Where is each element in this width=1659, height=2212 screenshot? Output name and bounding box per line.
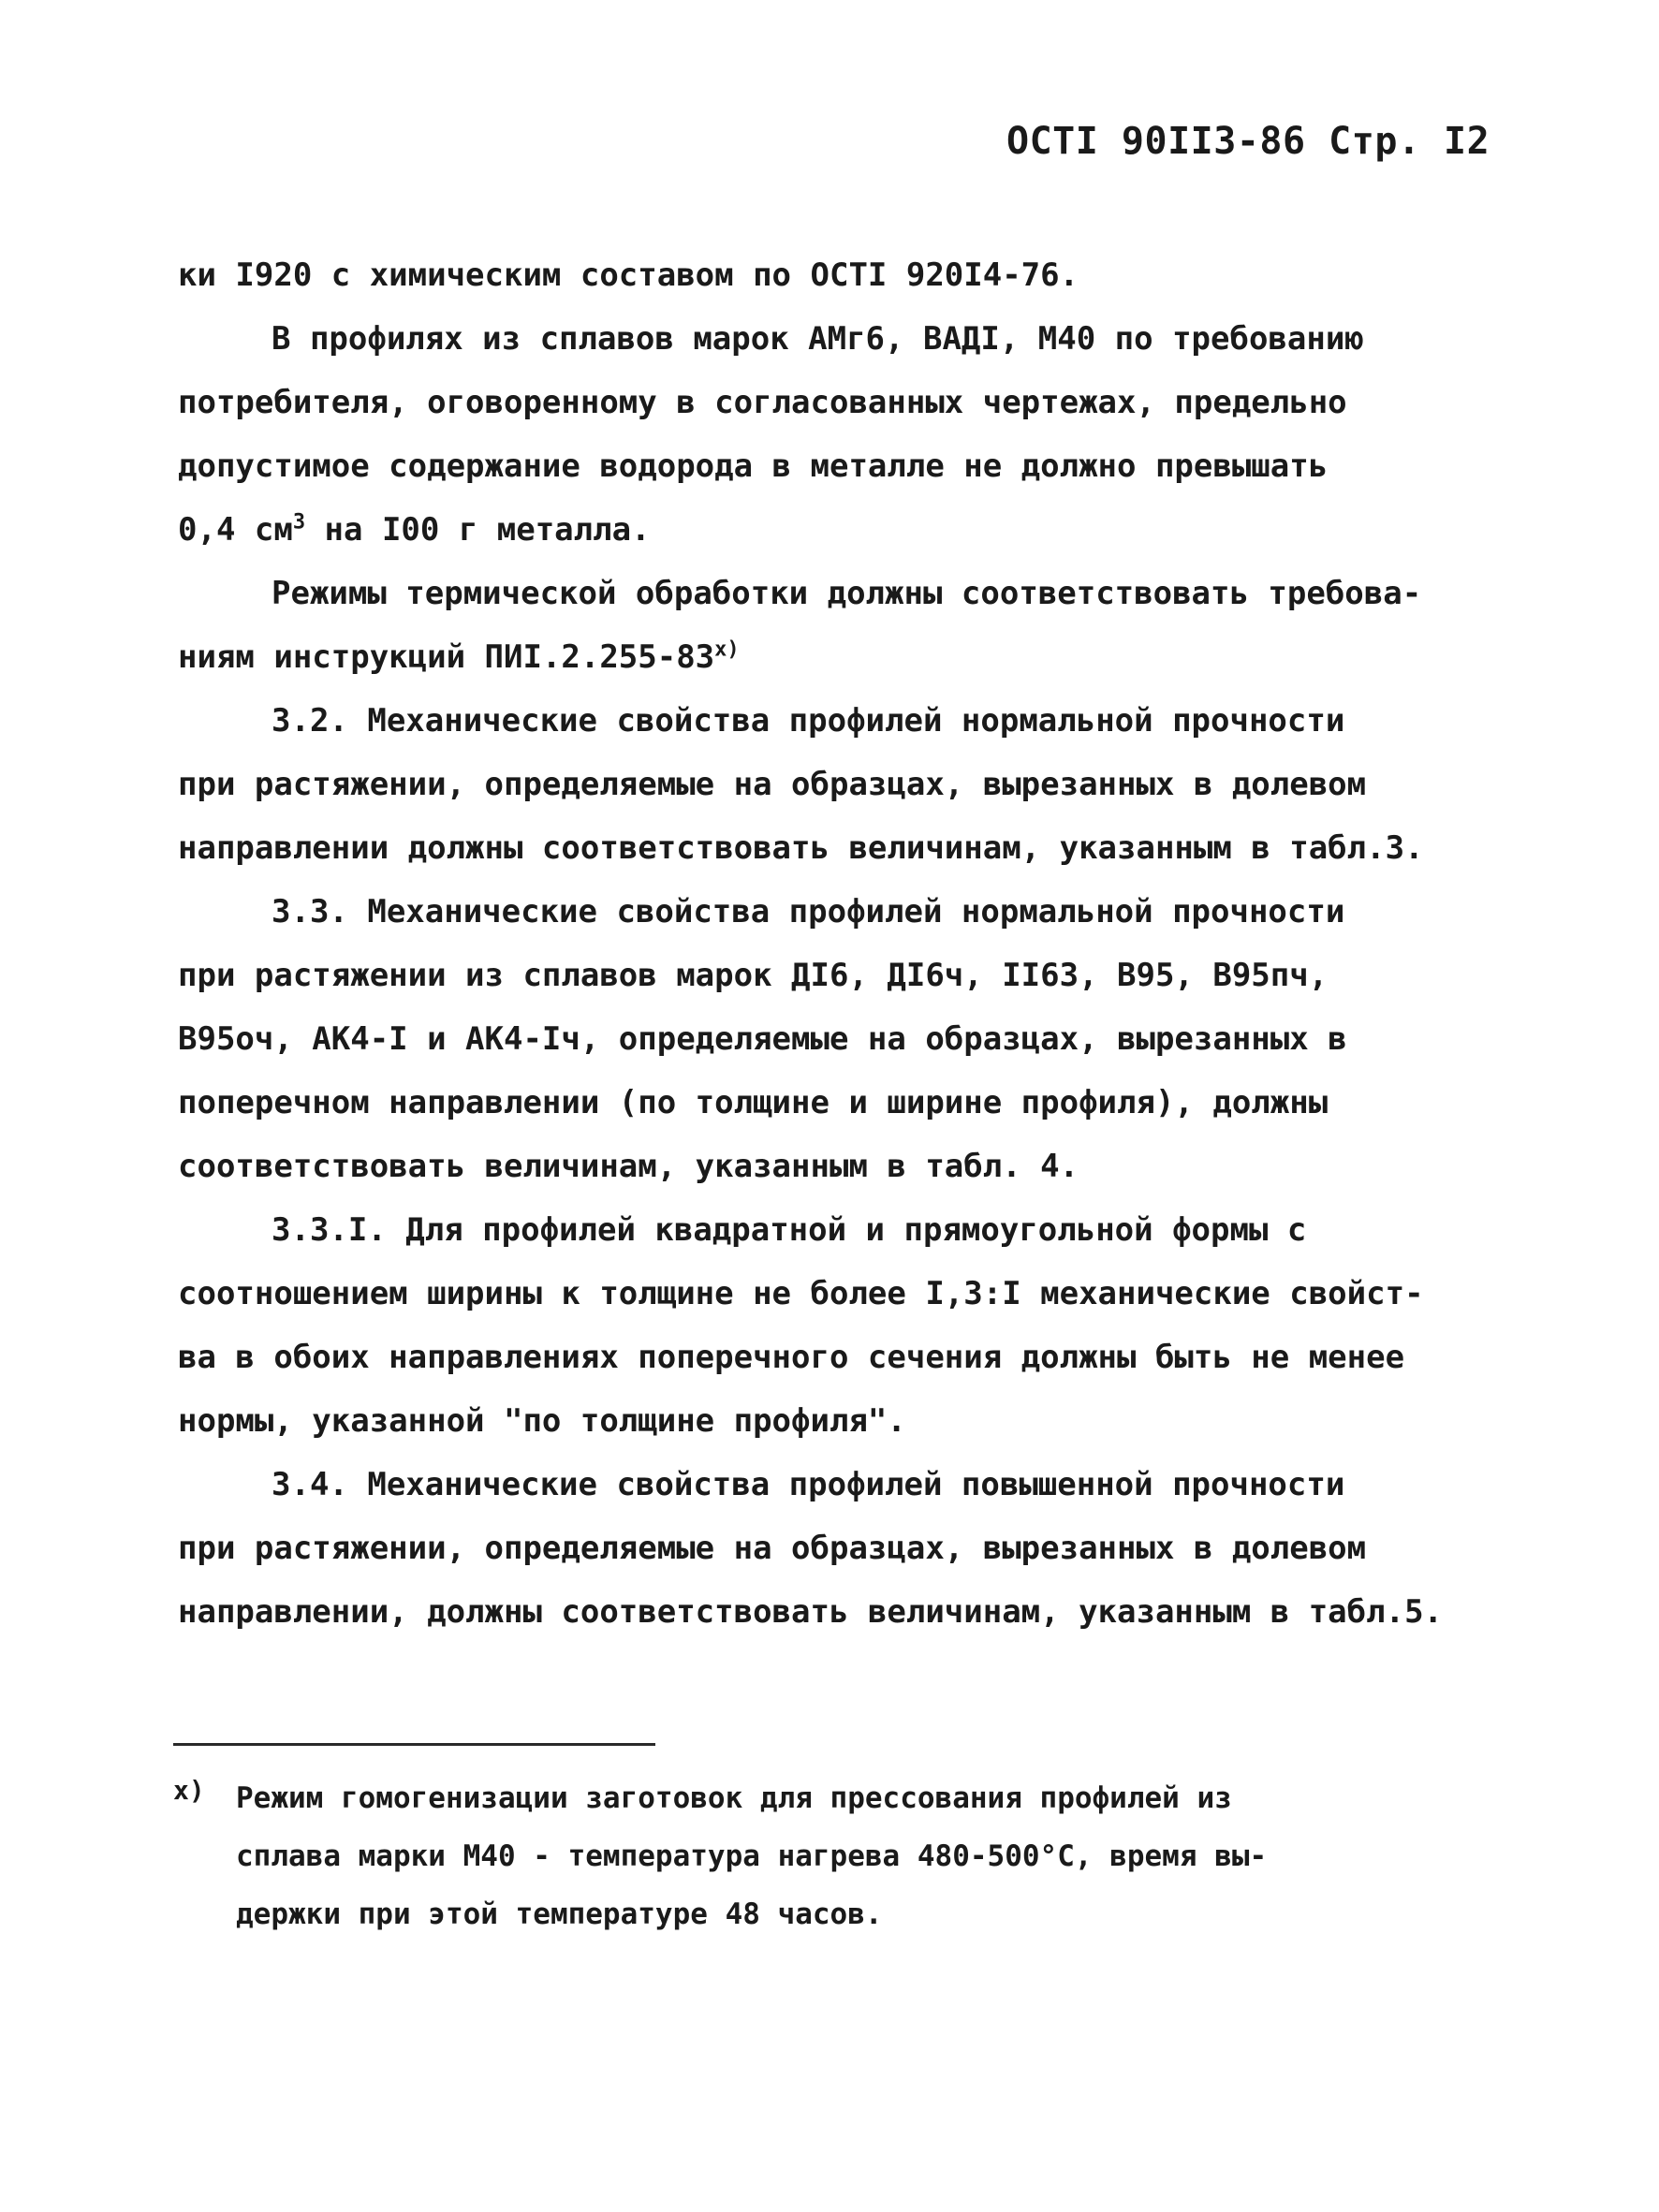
text-line: В95оч, АК4-I и АК4-Iч, определяемые на образцах, вырезанных в: [178, 1020, 1347, 1058]
text-line: направлении должны соответствовать величинам, указанным в табл.3.: [178, 829, 1424, 867]
footnote: [173, 1769, 1484, 1943]
text-fragment: ниям инструкций ПИI.2.255-83: [178, 638, 715, 676]
text-line: соответствовать величинам, указанным в табл. 4.: [178, 1148, 1079, 1185]
text-line: Режимы термической обработки должны соответствовать требова-: [272, 575, 1422, 612]
text-line: поперечном направлении (по толщине и ширине профиля), должны: [178, 1084, 1329, 1121]
text-line: ки I920 с химическим составом по ОСТI 920I4-76.: [178, 256, 1079, 294]
footnote-divider: [173, 1743, 655, 1746]
text-line: при растяжении, определяемые на образцах, вырезанных в долевом: [178, 766, 1367, 803]
text-line: потребителя, оговоренному в согласованных чертежах, предельно: [178, 384, 1347, 421]
body-text: [178, 243, 1489, 1644]
text-line-hydrogen: [178, 498, 1489, 562]
footnote-line: держки при этой температуре 48 часов.: [236, 1897, 883, 1931]
superscript-cubed: 3: [292, 510, 306, 535]
footnote-line: сплава марки М40 - температура нагрева 480-500°С, время вы-: [236, 1839, 1268, 1873]
text-line: соотношением ширины к толщине не более I,3:I механические свойст-: [178, 1275, 1424, 1312]
text-line: ва в обоих направлениях поперечного сечения должны быть не менее: [178, 1339, 1405, 1376]
text-line: допустимое содержание водорода в металле не должно превышать: [178, 447, 1329, 485]
text-line: нормы, указанной "по толщине профиля".: [178, 1402, 906, 1440]
text-line: при растяжении, определяемые на образцах, вырезанных в долевом: [178, 1530, 1367, 1567]
text-line: при растяжении из сплавов марок ДI6, ДI6ч, II63, В95, В95пч,: [178, 957, 1329, 994]
page-header: ОСТI 90II3-86 Стр. I2: [1006, 120, 1490, 163]
clause-3-3-1-heading: 3.3.I. Для профилей квадратной и прямоугольной формы с: [272, 1211, 1307, 1249]
text-line: В профилях из сплавов марок АМг6, ВАДI, М40 по требованию: [272, 320, 1364, 358]
text-line: направлении, должны соответствовать величинам, указанным в табл.5.: [178, 1593, 1444, 1631]
text-line-instruction: [178, 625, 1489, 689]
footnote-reference: x): [714, 637, 740, 662]
clause-3-2-heading: 3.2. Механические свойства профилей нормальной прочности: [272, 702, 1345, 740]
footnote-line: Режим гомогенизации заготовок для прессования профилей из: [236, 1781, 1232, 1815]
text-fragment: 0,4 см: [178, 511, 293, 549]
text-fragment: на I00 г металла.: [305, 511, 651, 549]
clause-3-3-heading: 3.3. Механические свойства профилей нормальной прочности: [272, 893, 1345, 930]
footnote-mark: x): [173, 1775, 205, 1806]
clause-3-4-heading: 3.4. Механические свойства профилей повышенной прочности: [272, 1466, 1345, 1503]
